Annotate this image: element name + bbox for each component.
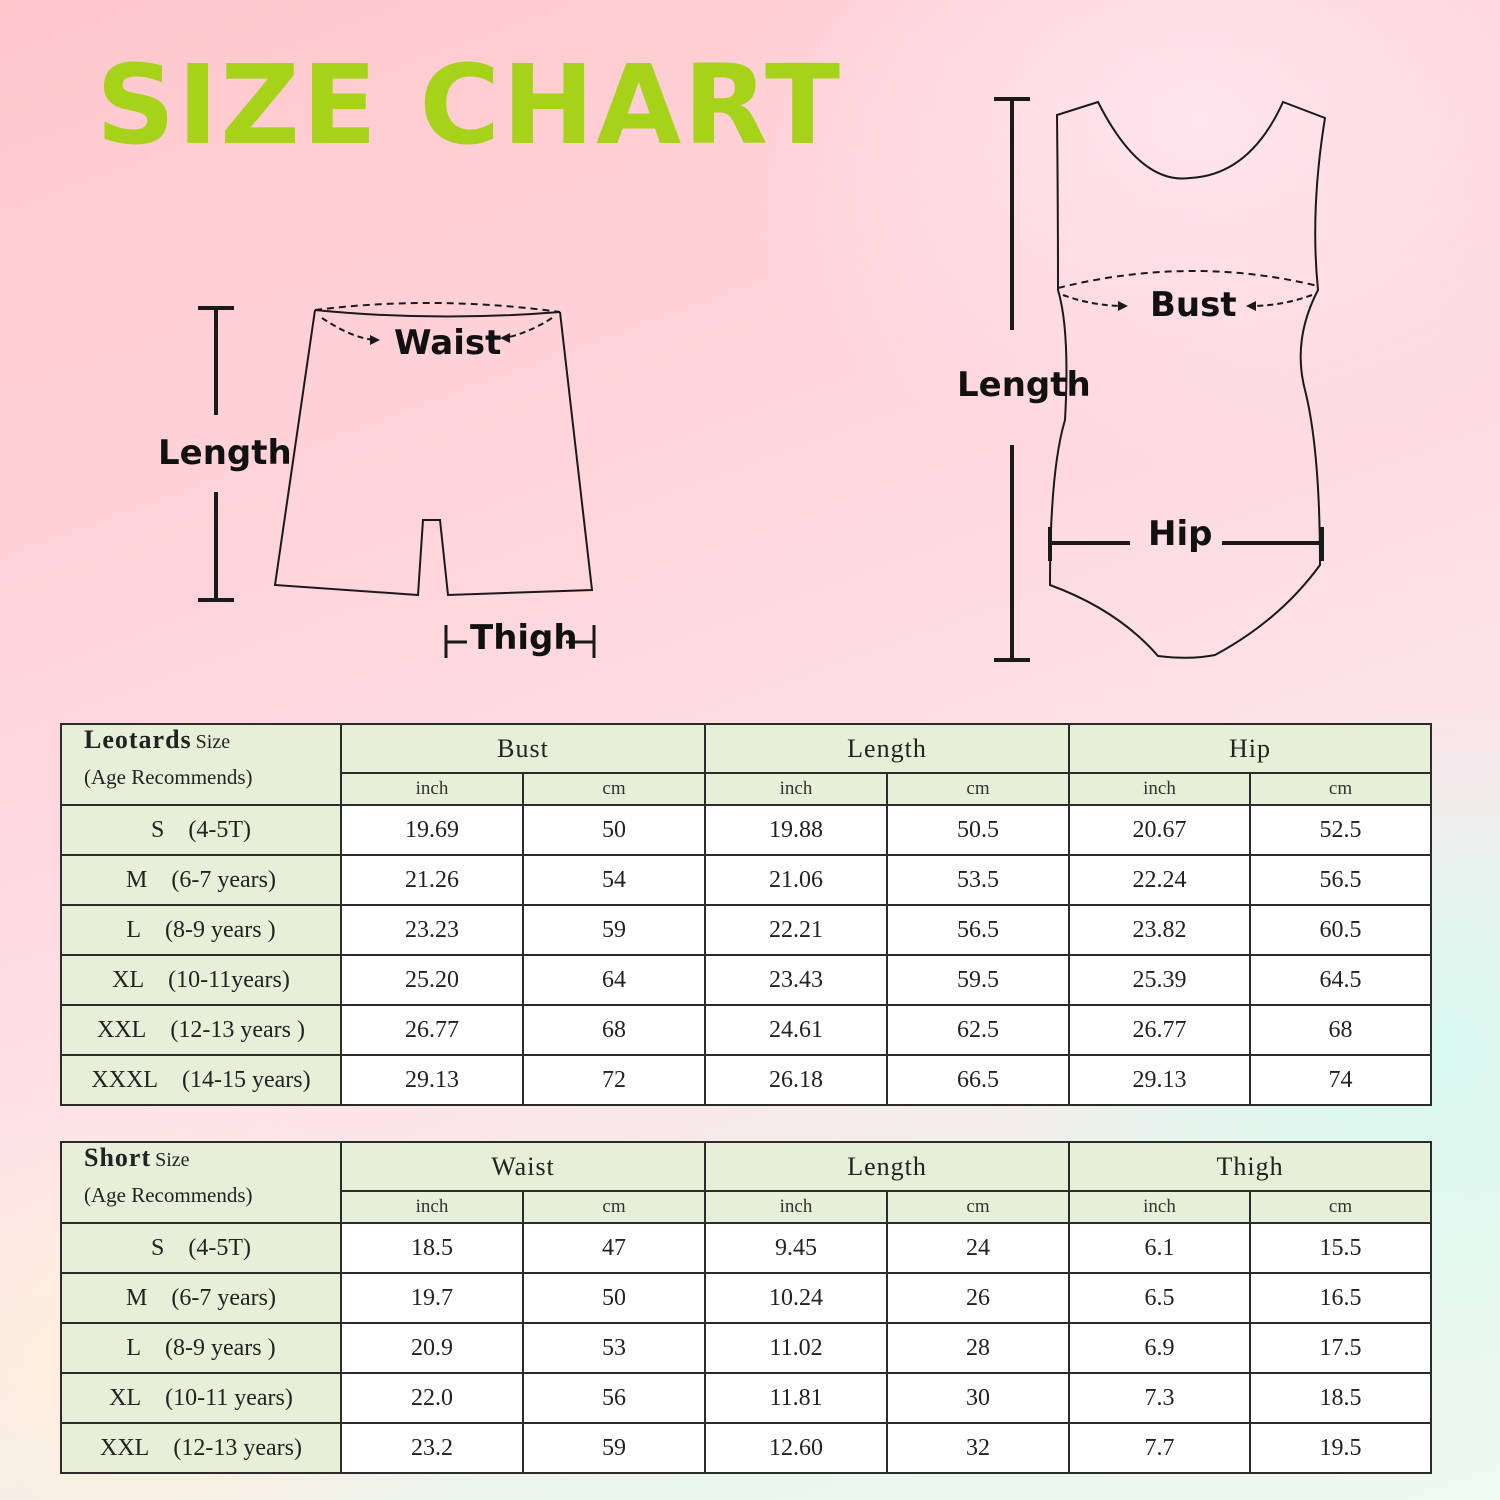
shorts-value-cell: 17.5 bbox=[1250, 1323, 1431, 1373]
shorts-size-word: Size bbox=[155, 1149, 190, 1171]
leotards-value-cell: 25.20 bbox=[341, 955, 523, 1005]
shorts-value-cell: 23.2 bbox=[341, 1423, 523, 1473]
age-range-label: (14-15 years) bbox=[182, 1066, 311, 1093]
shorts-length-label: Length bbox=[158, 433, 292, 473]
shorts-size-cell bbox=[61, 1373, 341, 1423]
leotards-value-cell: 59.5 bbox=[887, 955, 1069, 1005]
leotards-size-cell bbox=[61, 905, 341, 955]
table-row bbox=[61, 955, 1431, 1005]
shorts-group-thigh: Thigh bbox=[1069, 1142, 1431, 1191]
page-title: SIZE CHART bbox=[96, 41, 843, 169]
leotards-group-bust: Bust bbox=[341, 724, 705, 773]
shorts-value-cell: 10.24 bbox=[705, 1273, 887, 1323]
leotards-value-cell: 62.5 bbox=[887, 1005, 1069, 1055]
leotards-value-cell: 20.67 bbox=[1069, 805, 1250, 855]
shorts-table-name: Short bbox=[84, 1143, 152, 1172]
shorts-value-cell: 19.7 bbox=[341, 1273, 523, 1323]
leotards-size-cell bbox=[61, 955, 341, 1005]
shorts-size-cell bbox=[61, 1273, 341, 1323]
shorts-group-length: Length bbox=[705, 1142, 1069, 1191]
shorts-waist-label: Waist bbox=[394, 323, 502, 363]
age-range-label: (12-13 years ) bbox=[170, 1016, 305, 1043]
leotards-size-cell bbox=[61, 1005, 341, 1055]
shorts-value-cell: 32 bbox=[887, 1423, 1069, 1473]
leotard-length-label: Length bbox=[957, 365, 1091, 405]
shorts-value-cell: 50 bbox=[523, 1273, 705, 1323]
leotards-value-cell: 23.82 bbox=[1069, 905, 1250, 955]
shorts-value-cell: 28 bbox=[887, 1323, 1069, 1373]
size-label: S bbox=[151, 1234, 165, 1261]
age-range-label: (10-11years) bbox=[168, 966, 290, 993]
shorts-value-cell: 7.3 bbox=[1069, 1373, 1250, 1423]
leotards-value-cell: 21.26 bbox=[341, 855, 523, 905]
shorts-value-cell: 7.7 bbox=[1069, 1423, 1250, 1473]
size-label: M bbox=[126, 866, 148, 893]
shorts-value-cell: 20.9 bbox=[341, 1323, 523, 1373]
shorts-size-cell bbox=[61, 1423, 341, 1473]
shorts-value-cell: 18.5 bbox=[341, 1223, 523, 1273]
shorts-age-note: (Age Recommends) bbox=[84, 1183, 253, 1207]
leotards-age-note: (Age Recommends) bbox=[84, 765, 253, 789]
shorts-value-cell: 6.9 bbox=[1069, 1323, 1250, 1373]
table-row bbox=[61, 1373, 1431, 1423]
leotards-value-cell: 74 bbox=[1250, 1055, 1431, 1105]
leotards-value-cell: 21.06 bbox=[705, 855, 887, 905]
shorts-unit-header: inch bbox=[341, 1191, 523, 1223]
shorts-unit-header: cm bbox=[887, 1191, 1069, 1223]
leotards-value-cell: 59 bbox=[523, 905, 705, 955]
leotards-value-cell: 29.13 bbox=[341, 1055, 523, 1105]
leotards-size-word: Size bbox=[195, 731, 231, 753]
leotard-hip-label: Hip bbox=[1148, 514, 1213, 554]
age-range-label: (12-13 years) bbox=[173, 1434, 302, 1461]
leotards-value-cell: 19.88 bbox=[705, 805, 887, 855]
size-label: XXL bbox=[100, 1434, 150, 1461]
leotards-value-cell: 26.77 bbox=[341, 1005, 523, 1055]
age-range-label: (4-5T) bbox=[188, 1234, 251, 1261]
leotards-value-cell: 29.13 bbox=[1069, 1055, 1250, 1105]
leotards-value-cell: 56.5 bbox=[1250, 855, 1431, 905]
shorts-value-cell: 11.81 bbox=[705, 1373, 887, 1423]
leotards-value-cell: 22.21 bbox=[705, 905, 887, 955]
shorts-table-corner bbox=[61, 1142, 341, 1223]
leotards-value-cell: 64.5 bbox=[1250, 955, 1431, 1005]
leotards-unit-header: inch bbox=[341, 773, 523, 805]
leotards-group-length: Length bbox=[705, 724, 1069, 773]
leotards-value-cell: 54 bbox=[523, 855, 705, 905]
size-label: S bbox=[151, 816, 165, 843]
shorts-value-cell: 11.02 bbox=[705, 1323, 887, 1373]
leotards-value-cell: 72 bbox=[523, 1055, 705, 1105]
leotards-unit-header: inch bbox=[1069, 773, 1250, 805]
shorts-value-cell: 6.5 bbox=[1069, 1273, 1250, 1323]
leotard-diagram bbox=[950, 90, 1370, 670]
leotards-unit-header: cm bbox=[887, 773, 1069, 805]
shorts-value-cell: 18.5 bbox=[1250, 1373, 1431, 1423]
table-row bbox=[61, 1005, 1431, 1055]
shorts-value-cell: 19.5 bbox=[1250, 1423, 1431, 1473]
leotards-value-cell: 23.23 bbox=[341, 905, 523, 955]
leotards-value-cell: 50 bbox=[523, 805, 705, 855]
leotards-table-name: Leotards bbox=[84, 725, 192, 754]
table-row bbox=[61, 855, 1431, 905]
leotards-size-table bbox=[60, 723, 1432, 1106]
shorts-size-table bbox=[60, 1141, 1432, 1474]
table-row bbox=[61, 1223, 1431, 1273]
leotard-bust-label: Bust bbox=[1150, 285, 1237, 325]
size-label: XXL bbox=[97, 1016, 147, 1043]
shorts-value-cell: 6.1 bbox=[1069, 1223, 1250, 1273]
table-row bbox=[61, 1055, 1431, 1105]
age-range-label: (10-11 years) bbox=[165, 1384, 293, 1411]
shorts-value-cell: 30 bbox=[887, 1373, 1069, 1423]
age-range-label: (6-7 years) bbox=[171, 1284, 276, 1311]
age-range-label: (6-7 years) bbox=[171, 866, 276, 893]
size-label: L bbox=[126, 916, 142, 943]
size-label: XXXL bbox=[91, 1066, 159, 1093]
shorts-value-cell: 26 bbox=[887, 1273, 1069, 1323]
shorts-value-cell: 24 bbox=[887, 1223, 1069, 1273]
table-row bbox=[61, 1423, 1431, 1473]
leotards-size-cell bbox=[61, 805, 341, 855]
shorts-value-cell: 16.5 bbox=[1250, 1273, 1431, 1323]
leotards-value-cell: 60.5 bbox=[1250, 905, 1431, 955]
shorts-unit-header: cm bbox=[523, 1191, 705, 1223]
leotards-size-cell bbox=[61, 855, 341, 905]
leotards-unit-header: inch bbox=[705, 773, 887, 805]
shorts-value-cell: 53 bbox=[523, 1323, 705, 1373]
size-label: M bbox=[126, 1284, 148, 1311]
shorts-thigh-label: Thigh bbox=[470, 618, 578, 658]
shorts-value-cell: 22.0 bbox=[341, 1373, 523, 1423]
shorts-value-cell: 59 bbox=[523, 1423, 705, 1473]
shorts-value-cell: 15.5 bbox=[1250, 1223, 1431, 1273]
leotards-value-cell: 64 bbox=[523, 955, 705, 1005]
size-label: XL bbox=[109, 1384, 142, 1411]
leotards-value-cell: 68 bbox=[1250, 1005, 1431, 1055]
shorts-group-waist: Waist bbox=[341, 1142, 705, 1191]
leotards-value-cell: 50.5 bbox=[887, 805, 1069, 855]
leotards-value-cell: 19.69 bbox=[341, 805, 523, 855]
table-row bbox=[61, 1323, 1431, 1373]
leotards-value-cell: 24.61 bbox=[705, 1005, 887, 1055]
leotards-value-cell: 56.5 bbox=[887, 905, 1069, 955]
table-row bbox=[61, 805, 1431, 855]
shorts-value-cell: 56 bbox=[523, 1373, 705, 1423]
leotards-unit-header: cm bbox=[523, 773, 705, 805]
leotards-value-cell: 26.18 bbox=[705, 1055, 887, 1105]
leotards-value-cell: 23.43 bbox=[705, 955, 887, 1005]
leotards-value-cell: 66.5 bbox=[887, 1055, 1069, 1105]
leotards-value-cell: 25.39 bbox=[1069, 955, 1250, 1005]
table-row bbox=[61, 1273, 1431, 1323]
leotards-size-cell bbox=[61, 1055, 341, 1105]
age-range-label: (8-9 years ) bbox=[165, 916, 276, 943]
leotards-value-cell: 53.5 bbox=[887, 855, 1069, 905]
shorts-value-cell: 12.60 bbox=[705, 1423, 887, 1473]
leotards-value-cell: 22.24 bbox=[1069, 855, 1250, 905]
shorts-value-cell: 47 bbox=[523, 1223, 705, 1273]
shorts-diagram bbox=[158, 270, 610, 670]
size-label: XL bbox=[112, 966, 145, 993]
age-range-label: (8-9 years ) bbox=[165, 1334, 276, 1361]
shorts-unit-header: cm bbox=[1250, 1191, 1431, 1223]
leotards-group-hip: Hip bbox=[1069, 724, 1431, 773]
age-range-label: (4-5T) bbox=[188, 816, 251, 843]
shorts-unit-header: inch bbox=[1069, 1191, 1250, 1223]
shorts-size-cell bbox=[61, 1223, 341, 1273]
size-label: L bbox=[126, 1334, 142, 1361]
table-row bbox=[61, 905, 1431, 955]
leotards-unit-header: cm bbox=[1250, 773, 1431, 805]
leotards-value-cell: 26.77 bbox=[1069, 1005, 1250, 1055]
leotards-table-corner bbox=[61, 724, 341, 805]
leotards-value-cell: 52.5 bbox=[1250, 805, 1431, 855]
shorts-value-cell: 9.45 bbox=[705, 1223, 887, 1273]
leotards-value-cell: 68 bbox=[523, 1005, 705, 1055]
shorts-size-cell bbox=[61, 1323, 341, 1373]
shorts-unit-header: inch bbox=[705, 1191, 887, 1223]
